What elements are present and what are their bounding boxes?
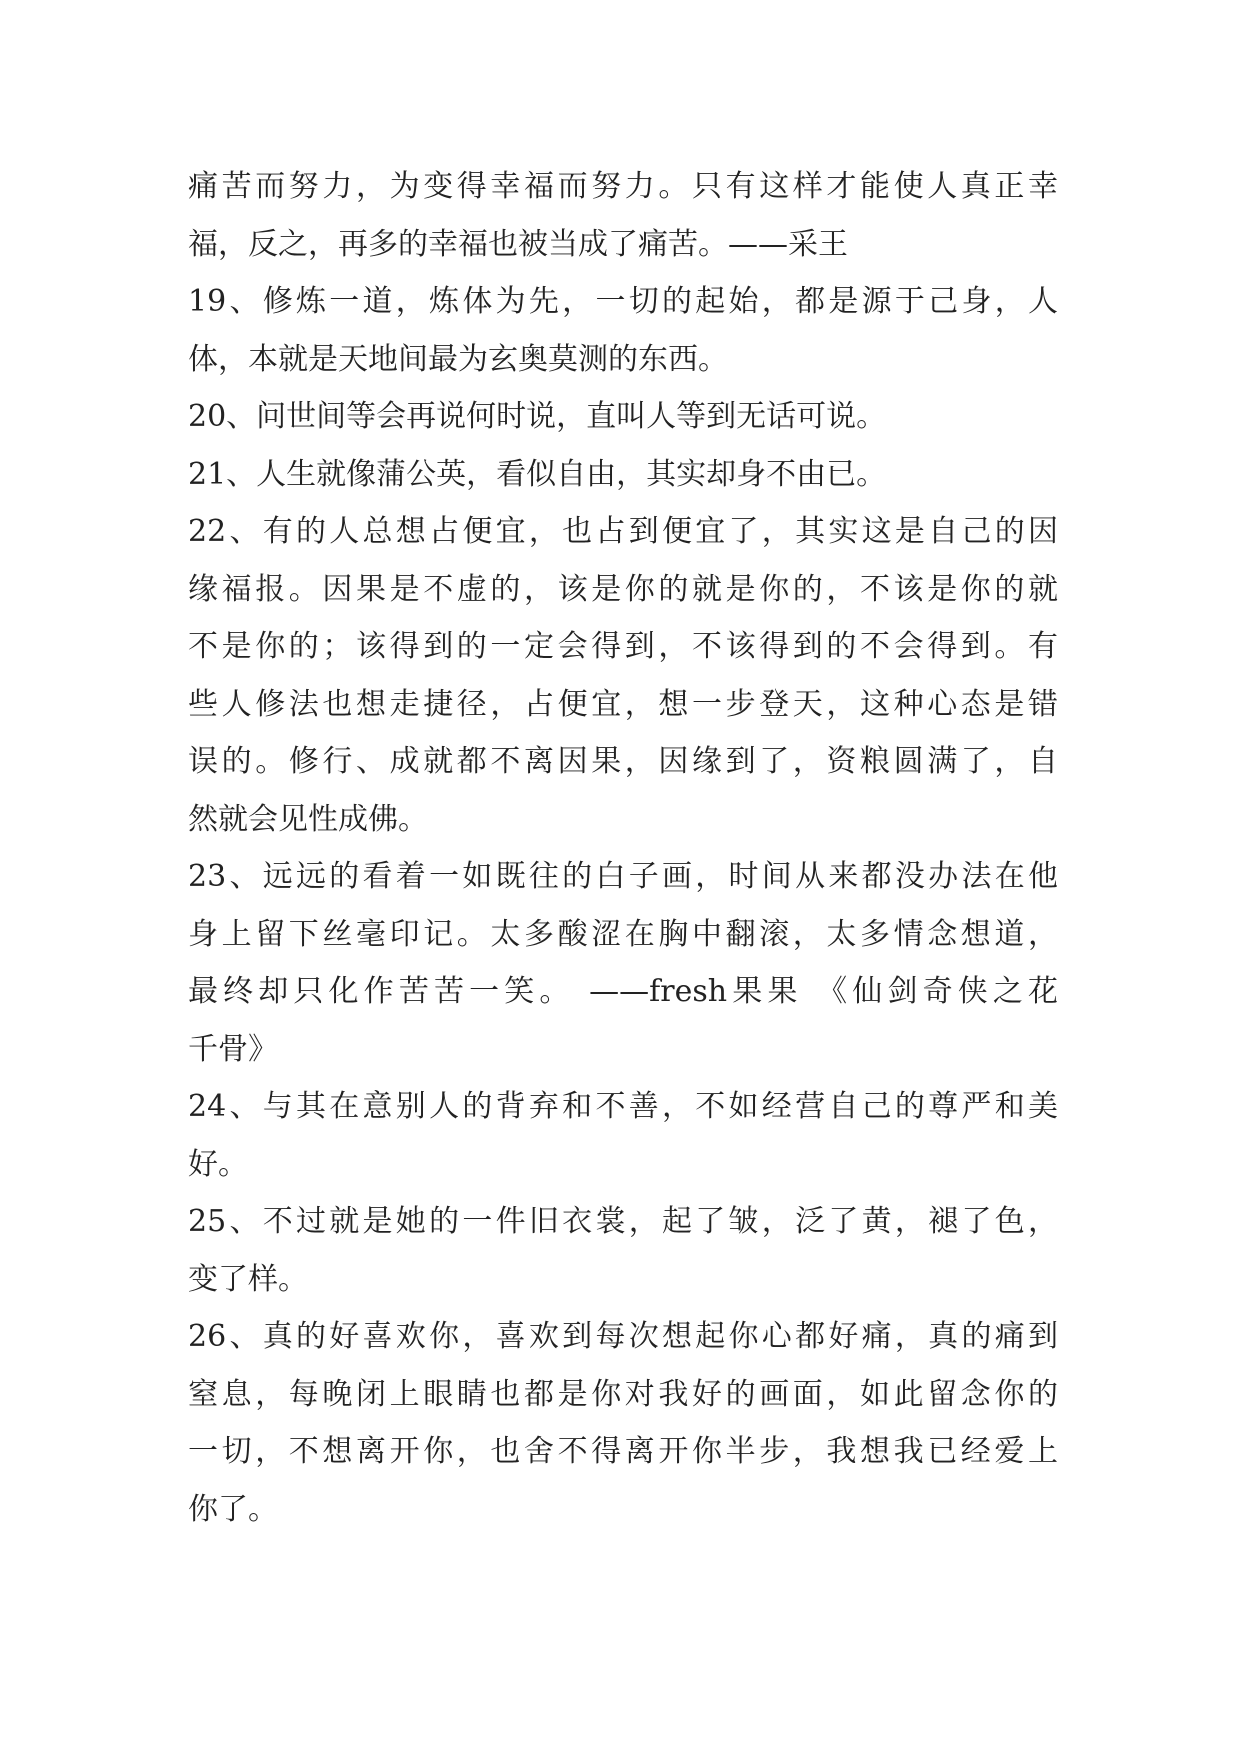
text-line: 体，本就是天地间最为玄奥莫测的东西。 — [188, 341, 728, 377]
text-line: 窒息，每晚闭上眼睛也都是你对我好的画面，如此留念你的 — [188, 1376, 1058, 1412]
text-line: 20、问世间等会再说何时说，直叫人等到无话可说。 — [188, 399, 887, 434]
text-line: 26、真的好喜欢你，喜欢到每次想起你心都好痛，真的痛到 — [188, 1319, 1058, 1354]
text-line: 缘福报。因果是不虚的，该是你的就是你的，不该是你的就 — [188, 571, 1058, 607]
text-line: 最终却只化作苦苦一笑。 ——fresh果果 《仙剑奇侠之花 — [188, 974, 1058, 1009]
text-line: 不是你的；该得到的一定会得到，不该得到的不会得到。有 — [188, 629, 1058, 664]
text-line: 21、人生就像蒲公英，看似自由，其实却身不由已。 — [188, 456, 887, 492]
text-line: 一切，不想离开你，也舍不得离开你半步，我想我已经爱上 — [188, 1434, 1058, 1469]
text-line: 22、有的人总想占便宜，也占到便宜了，其实这是自己的因 — [188, 514, 1058, 549]
text-line: 身上留下丝毫印记。太多酸涩在胸中翻滚，太多情念想道， — [188, 916, 1058, 952]
text-line: 25、不过就是她的一件旧衣裳，起了皱，泛了黄，褪了色， — [188, 1204, 1058, 1239]
text-line: 千骨》 — [188, 1031, 278, 1067]
text-line: 变了样。 — [188, 1261, 308, 1297]
text-line: 些人修法也想走捷径，占便宜，想一步登天，这种心态是错 — [188, 686, 1058, 722]
text-line: 福，反之，再多的幸福也被当成了痛苦。——采王 — [188, 226, 848, 262]
text-line: 24、与其在意别人的背弃和不善，不如经营自己的尊严和美 — [188, 1089, 1058, 1124]
text-line: 然就会见性成佛。 — [188, 801, 428, 837]
text-line: 好。 — [188, 1146, 248, 1182]
text-line: 误的。修行、成就都不离因果，因缘到了，资粮圆满了，自 — [188, 744, 1058, 779]
text-line: 19、修炼一道，炼体为先，一切的起始，都是源于己身，人 — [188, 284, 1058, 319]
text-line: 23、远远的看着一如既往的白子画，时间从来都没办法在他 — [188, 859, 1058, 894]
text-line: 你了。 — [188, 1491, 278, 1527]
text-line: 痛苦而努力，为变得幸福而努力。只有这样才能使人真正幸 — [188, 169, 1058, 204]
document-body — [188, 158, 1058, 1538]
